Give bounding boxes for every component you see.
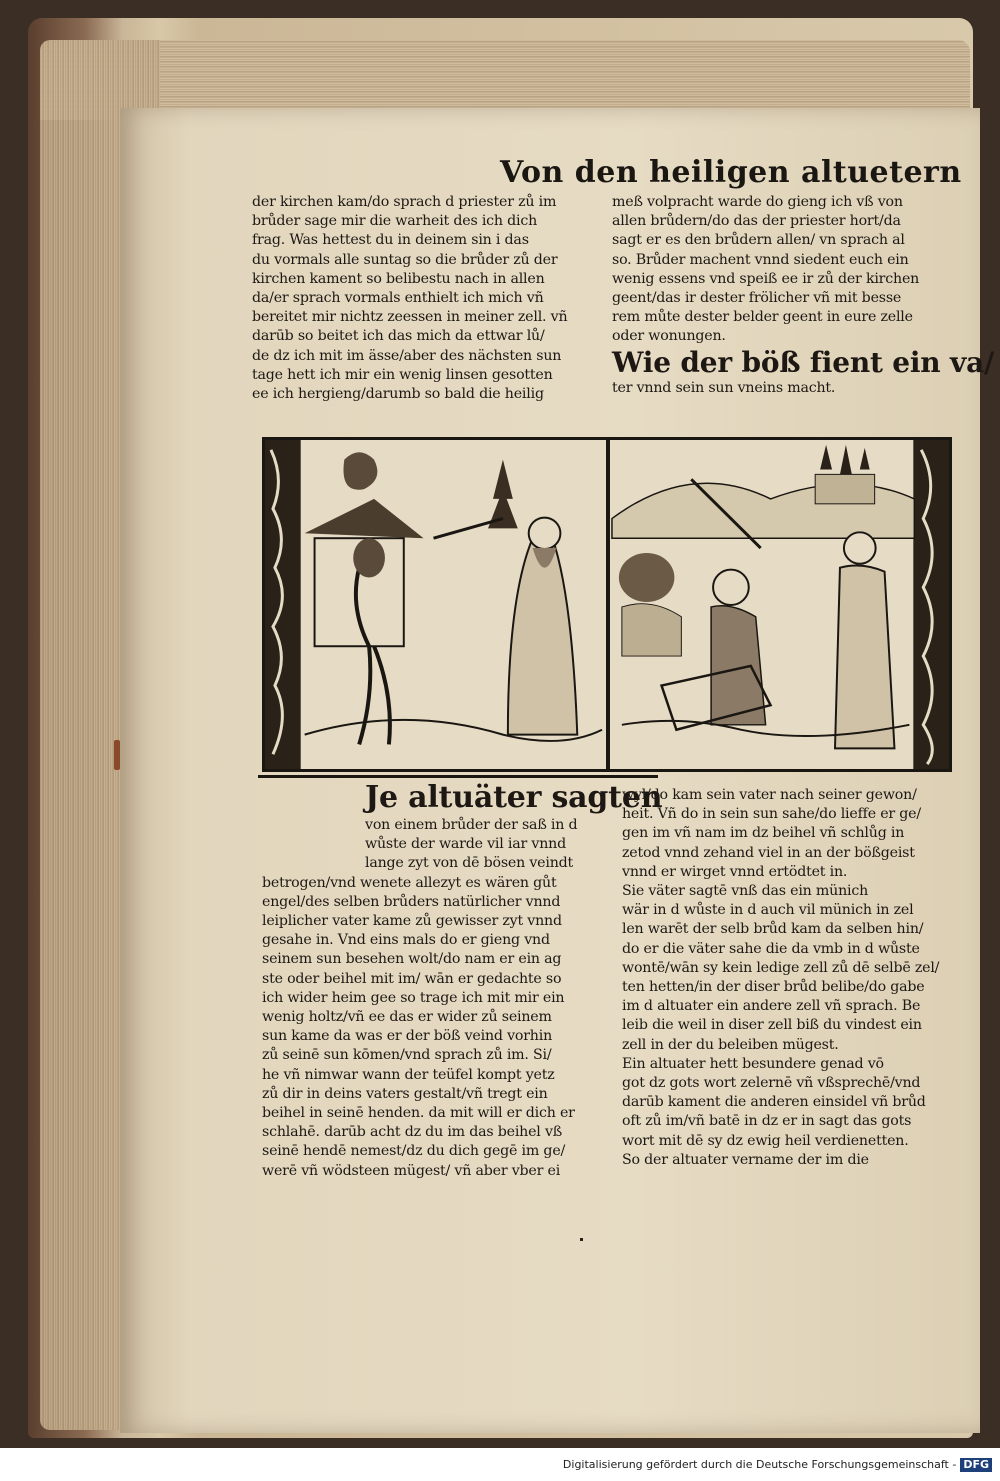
- text-line: brůder sage mir die warheit des ich dich: [252, 213, 538, 230]
- text-line: vnnd er wirget vnnd ertödtet in.: [622, 863, 848, 880]
- bottom-right-column: [622, 786, 952, 1170]
- text-line: werē vñ wödsteen mügest/ vñ aber vber ei: [262, 1162, 561, 1179]
- text-line: zů seinē sun kōmen/vnd sprach zů im. Si/: [262, 1047, 552, 1064]
- text-line: ee ich hergieng/darumb so bald die heilig: [252, 386, 544, 403]
- woodcut-illustration: [262, 437, 952, 772]
- text-line: gen im vñ nam im dz beihel vñ schlůg in: [622, 825, 905, 842]
- text-line: von einem brůder der saß in d: [365, 817, 578, 833]
- text-line: rem můte dester belder geent in eure zelle: [612, 309, 913, 326]
- top-right-column: [612, 193, 995, 398]
- text-line: bereitet mir nichtz zeessen in meiner zell. vñ: [252, 309, 568, 326]
- text-line: im d altuater ein andere zell vñ sprach. Be: [622, 998, 921, 1015]
- section-rule: [258, 775, 658, 778]
- ink-speck: [580, 1238, 583, 1241]
- text-line: wyl/do kam sein vater nach seiner gewon/: [622, 787, 917, 803]
- text-line: lange zyt von dē bösen veindt: [365, 855, 574, 872]
- text-line: wůste der warde vil iar vnnd: [365, 836, 566, 853]
- text-line: seinē hendē nemest/dz du dich gegē im ge/: [262, 1143, 566, 1160]
- text-line: da/er sprach vormals enthielt ich mich vñ: [252, 290, 544, 307]
- text-line: engel/des selben brůders natürlicher vnnd: [262, 893, 561, 910]
- text-line: zell in der du beleiben mügest.: [622, 1036, 839, 1053]
- text-line: der kirchen kam/do sprach d priester zů im: [252, 194, 557, 210]
- hermit-head: [529, 518, 561, 549]
- text-line: ste oder beihel mit im/ wān er gedachte so: [262, 970, 562, 987]
- running-head: Von den heiligen altuetern: [500, 155, 962, 190]
- text-line: zetod vnnd zehand viel in an der bößgeist: [622, 844, 915, 861]
- monk-figure: [835, 565, 894, 748]
- text-line: schlahē. darūb acht dz du im das beihel vß: [262, 1124, 563, 1141]
- bottom-left-column: [262, 780, 663, 1181]
- panel-divider: [606, 440, 610, 769]
- text-line: de dz ich mit im ässe/aber des nächsten sun: [252, 347, 562, 364]
- text-line: beihel in seinē henden. da mit will er dich er: [262, 1105, 575, 1122]
- text-line: tage hett ich mir ein wenig linsen gesotten: [252, 366, 553, 383]
- text-line: wontē/wān sy kein ledige zell zů dē selbē zel/: [622, 959, 940, 976]
- text-line: zů dir in deins vaters gestalt/vñ tregt ein: [262, 1085, 548, 1102]
- text-line: wär in d wůste in d auch vil münich in zel: [622, 902, 914, 919]
- text-line: seinem sun besehen wolt/do nam er ein ag: [262, 951, 562, 968]
- text-line: do er die väter sahe die da vmb in d wůste: [622, 940, 920, 957]
- text-line: he vñ nimwar wann der teüfel kompt yetz: [262, 1066, 555, 1083]
- text-line: darūb so beitet ich das mich da ettwar lů/: [252, 328, 545, 345]
- text-line: wenig holtz/vñ ee das er wider zů seinem: [262, 1009, 552, 1026]
- text-line: du vormals alle suntag so die brůder zů der: [252, 251, 558, 268]
- text-line: got dz gots wort zelernē vñ vßsprechē/vnd: [622, 1075, 921, 1092]
- text-line: ten hetten/in der diser brůd belibe/do gabe: [622, 979, 925, 996]
- text-line: heit. Vñ do in sein sun sahe/do lieffe er ge/: [622, 806, 921, 823]
- text-line: allen brůdern/do das der priester hort/da: [612, 213, 901, 230]
- text-line: leiplicher vater kame zů gewisser zyt vnnd: [262, 913, 562, 930]
- text-line: oft zů im/vñ batē in dz er in sagt das gots: [622, 1113, 912, 1130]
- chapter-initial-line: Je altuäter sagten: [365, 780, 663, 815]
- text-line: Ein altuater hett besundere genad vō: [622, 1055, 884, 1072]
- chapter-subheading: ter vnnd sein sun vneins macht.: [612, 379, 836, 396]
- text-line: Sie väter sagtē vnß das ein münich: [622, 883, 869, 900]
- text-line: meß volpracht warde do gieng ich vß von: [612, 194, 903, 210]
- woodcut-image: [265, 440, 949, 769]
- chapter-heading: Wie der böß fient ein va/: [612, 345, 995, 379]
- text-line: wenig essens vnd speiß ee ir zů der kirchen: [612, 270, 920, 287]
- text-line: sagt er es den brůdern allen/ vn sprach al: [612, 232, 905, 249]
- text-line: wort mit dē sy dz ewig heil verdienetten.: [622, 1132, 909, 1149]
- text-line: ich wider heim gee so trage ich mit mir ein: [262, 989, 565, 1006]
- footer-text: Digitalisierung gefördert durch die Deutsche Forschungsgemeinschaft -: [562, 1458, 957, 1471]
- text-line: sun kame da was er der böß veind vorhin: [262, 1028, 553, 1045]
- text-line: darūb kament die anderen einsidel vñ brůd: [622, 1094, 926, 1111]
- text-line: oder wonungen.: [612, 328, 726, 345]
- text-line: so. Brůder machent vnnd siedent euch ein: [612, 251, 909, 268]
- text-line: frag. Was hettest du in deinem sin i das: [252, 232, 529, 249]
- text-line: gesahe in. Vnd eins mals do er gieng vnd: [262, 932, 550, 949]
- text-line: len warēt der selb brůd kam da selben hin/: [622, 921, 924, 938]
- text-line: kirchen kament so belibestu nach in allen: [252, 270, 545, 287]
- dfg-logo: DFG: [960, 1458, 992, 1472]
- top-left-column: [252, 193, 597, 404]
- text-line: betrogen/vnd wenete allezyt es wären gůt: [262, 874, 557, 891]
- digitization-footer: [0, 1448, 1000, 1481]
- text-line: leib die weil in diser zell biß du vindest ein: [622, 1017, 922, 1034]
- text-line: So der altuater vername der im die: [622, 1151, 869, 1168]
- turbaned-figure: [619, 553, 675, 602]
- text-line: geent/das ir dester frölicher vñ mit besse: [612, 290, 902, 307]
